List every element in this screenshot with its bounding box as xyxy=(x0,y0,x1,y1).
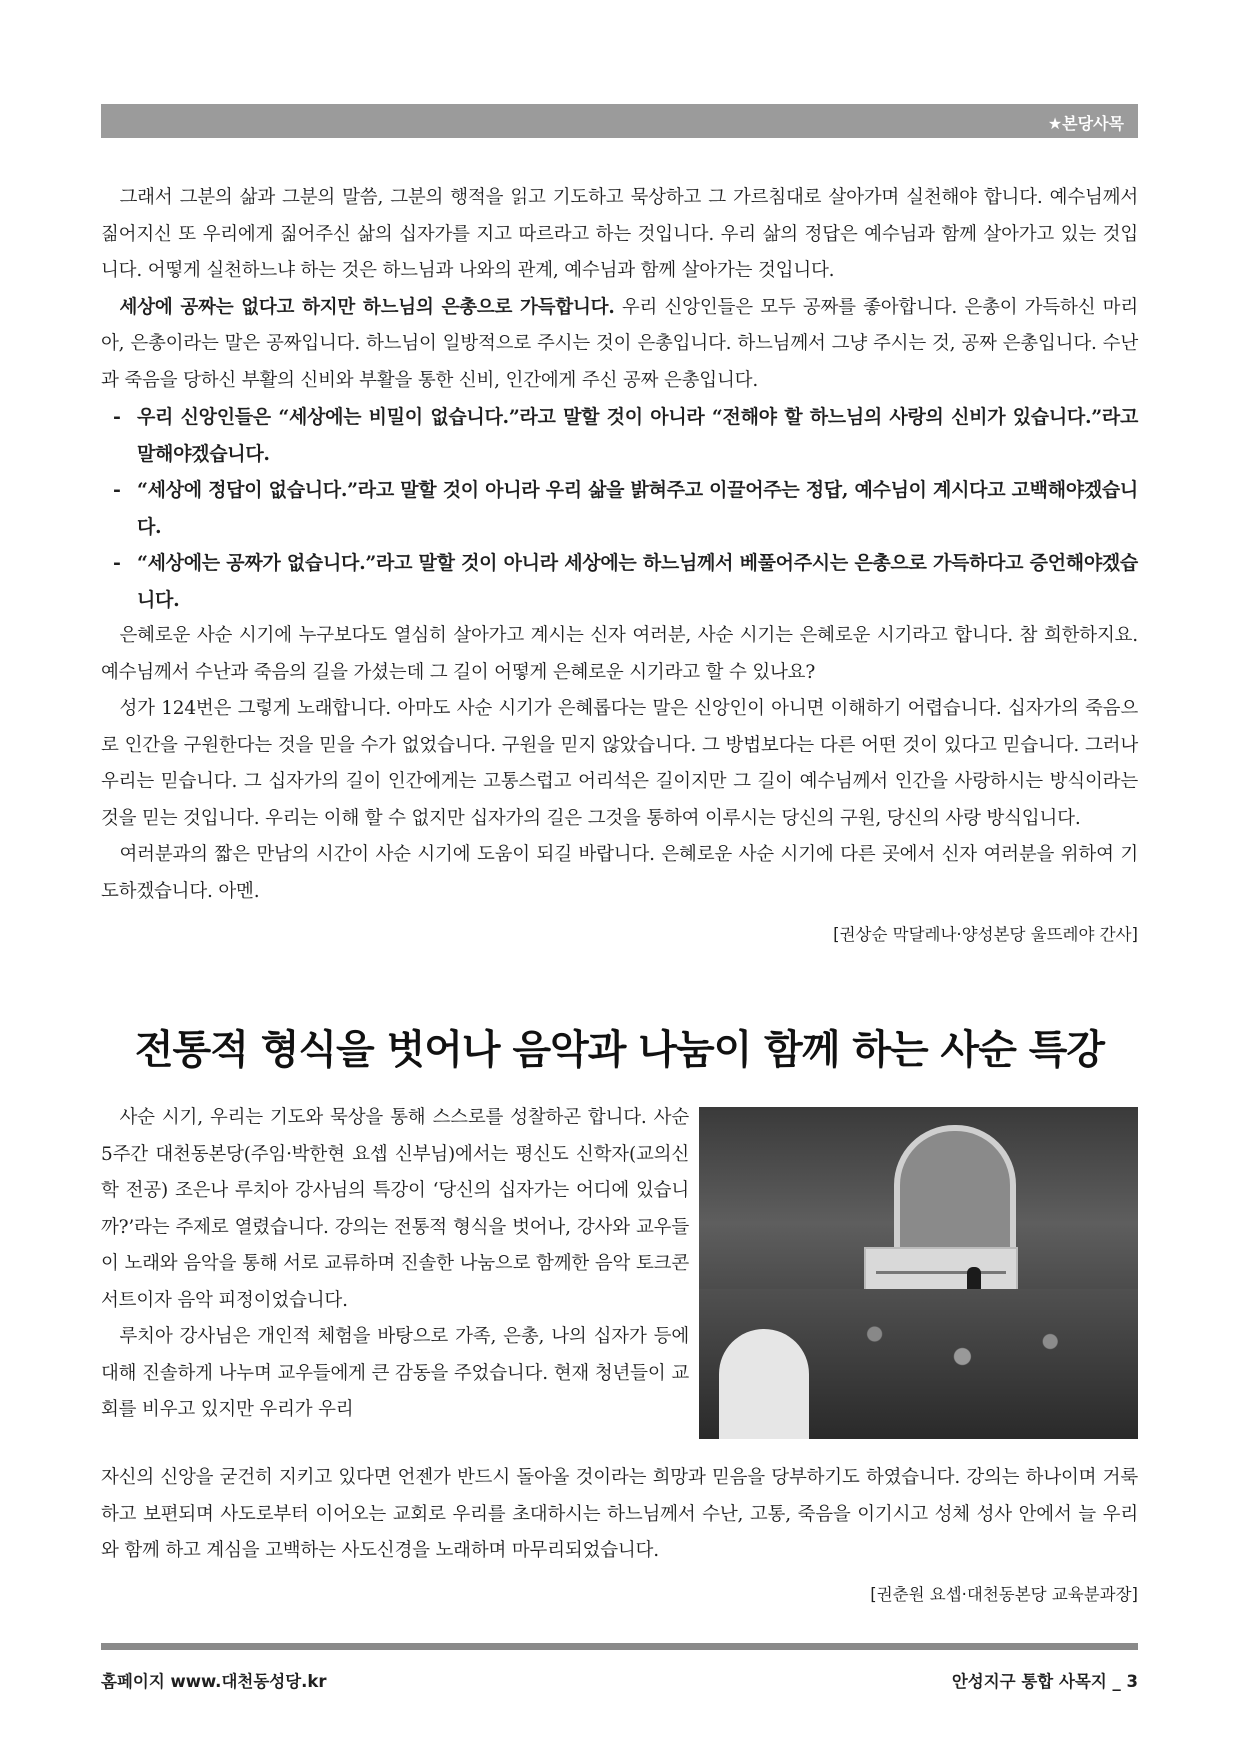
paragraph: 자신의 신앙을 굳건히 지키고 있다면 언젠가 반드시 돌아올 것이라는 희망과 믿음을 당부하기도 하였습니다. 강의는 하나이며 거룩하고 보편되며 사도로부터 이어오는 교회로 우리를 초대하시는 하느님께서 수난, 고통, 죽음을 이기시고 성체 성사 안에서 늘 우리와 함께 하고 계심을 고백하는 사도신경을 노래하며 마무리되었습니다. xyxy=(101,1467,1138,1561)
paragraph: 루치아 강사님은 개인적 체험을 바탕으로 가족, 은총, 나의 십자가 등에 대해 진솔하게 나누며 교우들에게 큰 감동을 주었습니다. 현재 청년들이 교회를 비우고 있지만 우리가 우리 xyxy=(101,1326,689,1420)
byline: [권춘원 요셉·대천동본당 교육분과장] xyxy=(870,1584,1138,1604)
church-lecture-photo xyxy=(699,1107,1138,1439)
bold-lead: 세상에 공짜는 없다고 하지만 하느님의 은총으로 가득합니다. xyxy=(119,296,615,318)
paragraph xyxy=(101,290,1138,400)
list-item-text: 우리 신앙인들은 “세상에는 비밀이 없습니다.”라고 말할 것이 아니라 “전해야 할 하느님의 사랑의 신비가 있습니다.”라고 말해야겠습니다. xyxy=(137,406,1138,465)
list-item-text: “세상에 정답이 없습니다.”라고 말할 것이 아니라 우리 삶을 밝혀주고 이끌어주는 정답, 예수님이 계시다고 고백해야겠습니다. xyxy=(137,479,1138,538)
article-1 xyxy=(101,180,1138,950)
section-header-bar xyxy=(101,104,1138,138)
dash-list xyxy=(101,399,1138,618)
list-item xyxy=(101,399,1138,472)
dash-marker: - xyxy=(113,479,121,501)
article-2-text-column xyxy=(101,1100,689,1429)
article-headline: 전통적 형식을 벗어나 음악과 나눔이 함께 하는 사순 특강 xyxy=(134,1027,1105,1073)
paragraph: 사순 시기, 우리는 기도와 묵상을 통해 스스로를 성찰하곤 합니다. 사순 5주간 대천동본당(주임·박한현 요셉 신부님)에서는 평신도 신학자(교의신학 전공) 조은나 루치아 강사님의 특강이 ‘당신의 십자가는 어디에 있습니까?’라는 주제로 열렸습니다. 강의는 전통적 형식을 벗어나, 강사와 교우들이 노래와 음악을 통해 서로 교류하며 진솔한 나눔으로 함께한 음악 토크콘서트이자 음악 피정이었습니다. xyxy=(101,1107,689,1311)
article-2-top xyxy=(101,1100,1138,1470)
list-item xyxy=(101,472,1138,545)
footer-website: 홈페이지 www.대천동성당.kr xyxy=(101,1672,327,1691)
footer-bar xyxy=(101,1643,1138,1650)
dash-marker: - xyxy=(113,406,121,428)
footer-page-info: 안성지구 통합 사목지 _ 3 xyxy=(951,1672,1138,1691)
byline: [권상순 막달레나·양성본당 울뜨레야 간사] xyxy=(833,925,1138,944)
list-item-text: “세상에는 공짜가 없습니다.”라고 말할 것이 아니라 세상에는 하느님께서 베풀어주시는 은총으로 가득하다고 증언해야겠습니다. xyxy=(137,552,1138,611)
paragraph-rest: 우리 신앙인들은 모두 공짜를 좋아합니다. 은총이 가득하신 마리아, 은총이라는 말은 공짜입니다. 하느님이 일방적으로 주시는 것이 은총입니다. 하느님께서 그냥 주시는 것, 공짜 은총입니다. 수난과 죽음을 당하신 부활의 신비와 부활을 통한 신비, 인간에게 주신 공짜 은총입니다. xyxy=(101,296,1138,391)
paragraph: 은혜로운 사순 시기에 누구보다도 열심히 살아가고 계시는 신자 여러분, 사순 시기는 은혜로운 시기라고 합니다. 참 희한하지요. 예수님께서 수난과 죽음의 길을 가셨는데 그 길이 어떻게 은혜로운 시기라고 할 수 있나요? xyxy=(101,625,1138,683)
list-item xyxy=(101,545,1138,618)
article-2 xyxy=(101,1100,1138,1610)
section-label: ★본당사목 xyxy=(1047,114,1124,133)
veiled-figure xyxy=(719,1329,809,1439)
paragraph: 그래서 그분의 삶과 그분의 말씀, 그분의 행적을 읽고 기도하고 묵상하고 그 가르침대로 살아가며 실천해야 합니다. 예수님께서 짊어지신 또 우리에게 짊어주신 삶의 십자가를 지고 따르라고 하는 것입니다. 우리 삶의 정답은 예수님과 함께 살아가고 있는 것입니다. 어떻게 실천하느냐 하는 것은 하느님과 나와의 관계, 예수님과 함께 살아가는 것입니다. xyxy=(101,187,1138,281)
paragraph: 여러분과의 짧은 만남의 시간이 사순 시기에 도움이 되길 바랍니다. 은혜로운 사순 시기에 다른 곳에서 신자 여러분을 위하여 기도하겠습니다. 아멘. xyxy=(101,844,1138,902)
dash-marker: - xyxy=(113,552,121,574)
paragraph: 성가 124번은 그렇게 노래합니다. 아마도 사순 시기가 은혜롭다는 말은 신앙인이 아니면 이해하기 어렵습니다. 십자가의 죽음으로 인간을 구원한다는 것을 믿을 수가 없었습니다. 구원을 믿지 않았습니다. 그 방법보다는 다른 어떤 것이 있다고 믿습니다. 그러나 우리는 믿습니다. 그 십자가의 길이 인간에게는 고통스럽고 어리석은 길이지만 그 길이 예수님께서 인간을 사랑하시는 방식이라는 것을 믿는 것입니다. 우리는 이해 할 수 없지만 십자가의 길은 그것을 통하여 이루시는 당신의 구원, 당신의 사랑 방식입니다. xyxy=(101,698,1138,829)
